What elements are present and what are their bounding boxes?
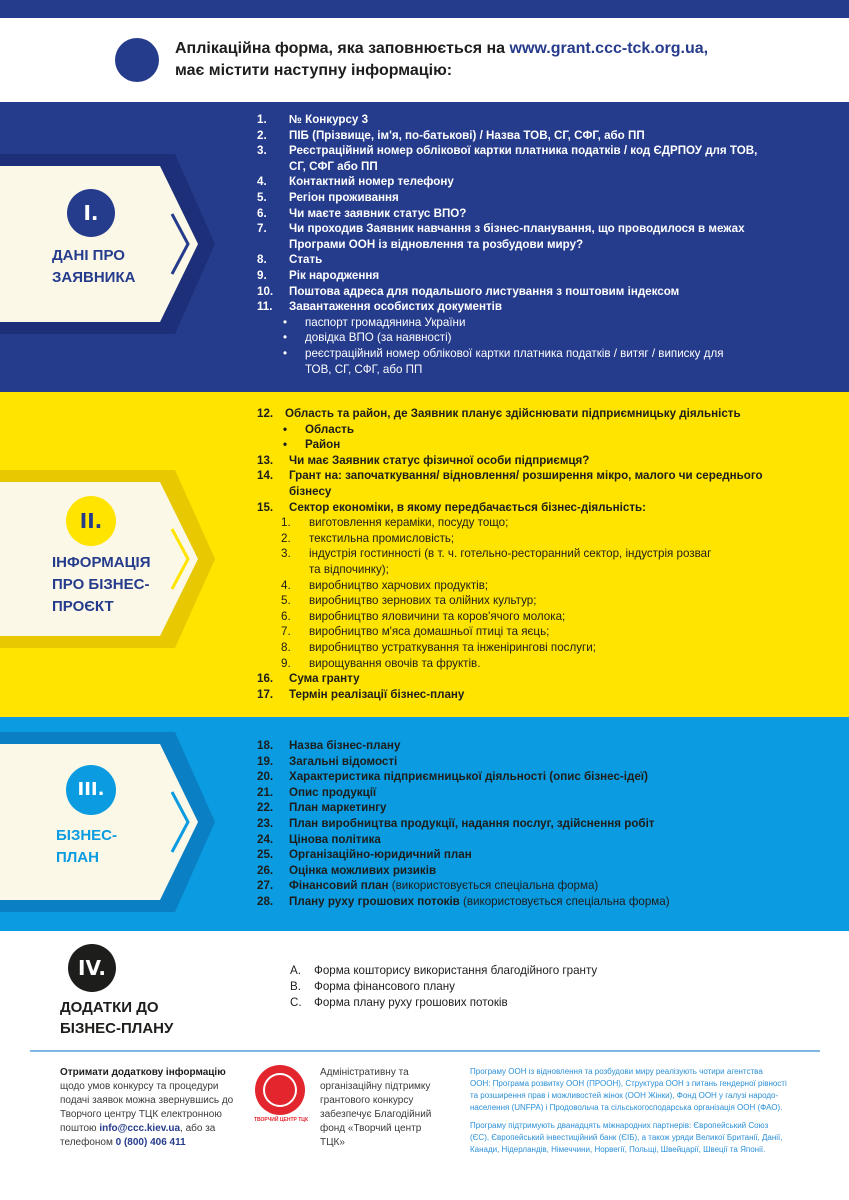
list-item <box>257 268 797 284</box>
roman-numeral-1: I. <box>67 189 115 237</box>
list-item <box>257 206 797 222</box>
list-item <box>257 800 802 816</box>
item-text: Стать <box>289 253 323 267</box>
footer-support-line: Адміністративну та <box>320 1067 409 1078</box>
item-text: Термін реалізації бізнес-плану <box>289 687 465 701</box>
item-text: Характеристика підприємницької діяльності (опис бізнес-ідеї) <box>289 770 648 784</box>
footer-contact-line: телефоном <box>60 1137 116 1148</box>
footer-support-line: ТЦК» <box>320 1137 345 1148</box>
footer-info-line: Програму ООН із відновлення та розбудови миру реалізують чотири агентства <box>470 1067 763 1076</box>
email-link[interactable]: info@ccc.kiev.ua <box>99 1123 181 1134</box>
item-number: 12. <box>257 407 274 420</box>
item-number: 18. <box>257 739 274 752</box>
list-item <box>257 832 802 848</box>
bullet-icon: • <box>283 422 288 436</box>
list-item <box>257 500 802 516</box>
sub-item-text: паспорт громадянина України <box>305 315 466 329</box>
phone-link[interactable]: 0 (800) 406 411 <box>115 1137 186 1148</box>
section-1-title-line2: ЗАЯВНИКА <box>52 269 136 286</box>
list-item <box>257 221 797 252</box>
footer-info-line: та розширення прав і можливостей жінок (ООН Жінки), Фонд ООН у галузі народо- <box>470 1091 779 1100</box>
item-number: 4. <box>257 175 267 189</box>
sector-text: виробництво устраткування та інженірингові послуги; <box>309 640 596 654</box>
sub-item <box>257 315 797 331</box>
item-number: 2. <box>257 128 267 142</box>
item-text: № Конкурсу 3 <box>289 113 369 126</box>
footer-support-line: фонд «Творчий центр <box>320 1123 422 1134</box>
item-text: Сектор економіки, в якому передбачається бізнес-діяльність: <box>289 500 647 514</box>
footer-support-line: організаційну підтримку <box>320 1081 431 1092</box>
intro-line2: має містити наступну інформацію: <box>175 62 453 79</box>
sector-text: текстильна промисловість; <box>309 531 455 545</box>
footer-contact-line: Творчого центру ТЦК електронною <box>60 1109 222 1120</box>
item-number: 10. <box>257 284 274 298</box>
item-number: 14. <box>257 469 274 483</box>
item-text: Загальні відомості <box>289 754 398 768</box>
section-4-title-line1: ДОДАТКИ ДО <box>60 999 159 1016</box>
item-number: 27. <box>257 879 274 893</box>
item-letter: B. <box>290 980 301 993</box>
item-number: 24. <box>257 832 274 846</box>
item-number: 21. <box>257 785 274 799</box>
item-number: 5. <box>257 190 267 204</box>
section-business-project <box>0 392 849 717</box>
list-item <box>257 468 802 499</box>
item-text: План виробництва продукції, надання послуг, здійснення робіт <box>289 816 655 830</box>
item-number: 26. <box>257 863 274 877</box>
footer-contact-line: , або за <box>180 1123 216 1134</box>
sub-item <box>257 437 802 453</box>
annex-list <box>290 963 597 1011</box>
roman-numeral-2: II. <box>66 496 116 546</box>
intro-header <box>0 18 849 102</box>
list-item <box>257 453 802 469</box>
item-note: (використовується спеціальна форма) <box>388 879 599 893</box>
footer-info-line: Програму підтримують дванадцять міжнародних партнерів: Європейський Союз <box>470 1121 769 1130</box>
item-number: 1. <box>257 113 267 126</box>
sector-number: 3. <box>281 547 291 561</box>
section-4-title-line2: БІЗНЕС-ПЛАНУ <box>60 1020 174 1037</box>
bullet-icon: • <box>283 438 288 452</box>
sector-text: вирощування овочів та фруктів. <box>309 656 481 670</box>
list-item <box>290 995 597 1011</box>
section-4-title <box>60 997 173 1039</box>
item-text: Опис продукції <box>289 785 377 799</box>
item-text: Сума гранту <box>289 672 360 686</box>
item-number: 6. <box>257 206 267 220</box>
section-1-title <box>52 245 135 289</box>
sector-item <box>257 624 802 640</box>
sub-item-text-cont: ТОВ, СГ, СФГ, або ПП <box>305 362 423 376</box>
sector-text-cont: та відпочинку); <box>309 562 389 576</box>
item-text: Рік народження <box>289 268 380 282</box>
list-item <box>257 816 802 832</box>
item-text: Чи має Заявник статус фізичної особи підприємця? <box>289 453 590 467</box>
item-number: 22. <box>257 801 274 815</box>
section-business-plan <box>0 717 849 931</box>
item-text: План маркетингу <box>289 801 387 815</box>
sector-item <box>257 531 802 547</box>
list-item <box>257 754 802 770</box>
section-3-title-line2: ПЛАН <box>56 849 99 866</box>
section-1-title-line1: ДАНІ ПРО <box>52 247 125 264</box>
sector-number: 1. <box>281 516 291 530</box>
item-text-cont: Програми ООН із відновлення та розбудови миру? <box>289 237 584 251</box>
list-item <box>257 128 797 144</box>
list-item <box>257 671 802 687</box>
item-number: 28. <box>257 894 274 908</box>
section-3-chevron <box>0 732 215 912</box>
item-text: Фінансовий план <box>289 879 389 893</box>
sub-item-text: довідка ВПО (за наявності) <box>305 331 452 345</box>
footer-support <box>320 1066 450 1150</box>
roman-numeral-3: III. <box>66 765 116 815</box>
item-number: 13. <box>257 453 274 467</box>
item-number: 20. <box>257 770 274 784</box>
item-text: ПІБ (Прізвище, ім'я, по-батькові) / Назва ТОВ, СГ, СФГ, або ПП <box>289 128 645 142</box>
sector-text: індустрія гостинності (в т. ч. готельно-ресторанний сектор, індустрія розваг <box>309 547 712 561</box>
item-text: Область та район, де Заявник планує здійснювати підприємницьку діяльність <box>285 407 741 420</box>
sector-number: 4. <box>281 578 291 592</box>
roman-numeral-4: IV. <box>68 944 116 992</box>
sector-text: виробництво яловичини та коров'ячого молока; <box>309 609 566 623</box>
sector-item <box>257 546 802 577</box>
section-1-chevron <box>0 154 215 334</box>
list-item <box>257 112 797 128</box>
sub-item-text: реєстраційний номер облікової картки платника податків / витяг / виписку для <box>305 346 724 360</box>
list-item <box>257 299 797 315</box>
section-3-title-line1: БІЗНЕС- <box>56 827 118 844</box>
tck-logo-icon <box>255 1065 305 1115</box>
section-2-title-line2: ПРО БІЗНЕС- <box>52 576 150 593</box>
sector-number: 5. <box>281 594 291 608</box>
list-item <box>257 769 802 785</box>
section-1-list <box>257 112 797 377</box>
footer-divider <box>30 1050 820 1052</box>
item-number: 23. <box>257 816 274 830</box>
item-number: 8. <box>257 253 267 267</box>
sub-item-text: Область <box>305 422 354 436</box>
website-link[interactable]: www.grant.ccc-tck.org.ua, <box>509 40 709 57</box>
sector-number: 6. <box>281 609 291 623</box>
list-item <box>257 252 797 268</box>
list-item <box>257 143 797 174</box>
list-item <box>257 687 802 703</box>
intro-line1: Аплікаційна форма, яка заповнюється на <box>175 40 510 57</box>
sub-item <box>257 422 802 438</box>
footer-contact-line: поштою <box>60 1123 100 1134</box>
footer-contact-line: Отримати додаткову інформацію <box>60 1067 226 1078</box>
item-number: 11. <box>257 300 273 314</box>
item-text: Назва бізнес-плану <box>289 739 401 752</box>
section-2-title <box>52 552 151 618</box>
sector-number: 9. <box>281 656 291 670</box>
sector-item <box>257 640 802 656</box>
item-number: 16. <box>257 672 274 686</box>
sector-number: 8. <box>281 640 291 654</box>
sector-text: виробництво харчових продуктів; <box>309 578 489 592</box>
item-number: 3. <box>257 144 267 158</box>
sector-number: 2. <box>281 531 291 545</box>
item-text: Грант на: започаткування/ відновлення/ розширення мікро, малого чи середнього <box>289 469 763 483</box>
footer-info-line: населення (UNFPA) і Продовольча та сільськогосподарська організація ООН (ФАО). <box>470 1103 783 1112</box>
item-text: Плану руху грошових потоків <box>289 894 460 908</box>
item-text: Завантаження особистих документів <box>289 300 503 314</box>
sector-item <box>257 593 802 609</box>
list-item <box>257 894 802 910</box>
footer-info-line: Канади, Нідерландів, Німеччини, Норвегії, Польщі, Швейцарії, Швеції та Японії. <box>470 1145 766 1154</box>
footer-support-line: грантового конкурсу <box>320 1095 414 1106</box>
item-text: Цінова політика <box>289 832 381 846</box>
item-text: Організаційно-юридичний план <box>289 848 472 862</box>
item-note: (використовується спеціальна форма) <box>459 894 670 908</box>
item-text: Контактний номер телефону <box>289 175 454 189</box>
item-text: Регіон проживання <box>289 190 399 204</box>
item-number: 19. <box>257 754 274 768</box>
footer-contact-line: щодо умов конкурсу та процедури <box>60 1081 219 1092</box>
section-applicant-data <box>0 102 849 392</box>
sector-item <box>257 578 802 594</box>
list-item <box>257 863 802 879</box>
item-text: Реєстраційний номер облікової картки платника податків / код ЄДРПОУ для ТОВ, <box>289 144 758 158</box>
bullet-icon: • <box>283 346 288 360</box>
logo-caption: ТВОРЧИЙ ЦЕНТР ТЦК <box>254 1117 308 1123</box>
footer-contact-line: подачі заявок можна звернувшись до <box>60 1095 234 1106</box>
bullet-icon: • <box>283 331 288 345</box>
top-bar <box>0 0 849 18</box>
intro-bullet-icon <box>115 38 159 82</box>
intro-text <box>175 38 795 82</box>
list-item <box>257 284 797 300</box>
footer-info-line: (ЄС), Європейський інвестиційний банк (ЄІБ), а також уряди Великої Британії, Данії, <box>470 1133 783 1142</box>
list-item <box>257 878 802 894</box>
section-2-title-line3: ПРОЄКТ <box>52 598 114 615</box>
list-item <box>290 979 597 995</box>
bullet-icon: • <box>283 315 288 329</box>
list-item <box>257 847 802 863</box>
item-text-cont: бізнесу <box>289 484 332 498</box>
item-text: Оцінка можливих ризиків <box>289 863 437 877</box>
list-item <box>257 406 802 422</box>
sub-item-text: Район <box>305 438 341 452</box>
sector-text: виготовлення кераміки, посуду тощо; <box>309 516 509 530</box>
sector-item <box>257 515 802 531</box>
sector-number: 7. <box>281 625 291 639</box>
sector-item <box>257 656 802 672</box>
item-text: Поштова адреса для подальшого листування з поштовим індексом <box>289 284 680 298</box>
item-number: 25. <box>257 848 274 862</box>
sector-text: виробництво м'яса домашньої птиці та яєць; <box>309 625 550 639</box>
footer-un-info <box>470 1066 830 1156</box>
footer-support-line: забезпечує Благодійний <box>320 1109 432 1120</box>
list-item <box>257 174 797 190</box>
sub-item <box>257 346 797 377</box>
list-item <box>290 963 597 979</box>
section-2-list <box>257 406 802 702</box>
footer-contact <box>60 1066 250 1150</box>
item-text: Форма фінансового плану <box>314 980 455 993</box>
item-letter: A. <box>290 964 301 977</box>
list-item <box>257 785 802 801</box>
sub-item <box>257 330 797 346</box>
item-number: 15. <box>257 500 274 514</box>
item-text: Чи маєте заявник статус ВПО? <box>289 206 467 220</box>
footer-info-line: ООН: Програма розвитку ООН (ПРООН), Структура ООН з питань гендерної рівності <box>470 1079 787 1088</box>
item-number: 7. <box>257 222 267 236</box>
item-text-cont: СГ, СФГ або ПП <box>289 159 378 173</box>
sector-text: виробництво зернових та олійних культур; <box>309 594 537 608</box>
section-3-title <box>56 825 117 869</box>
list-item <box>257 738 802 754</box>
section-2-title-line1: ІНФОРМАЦІЯ <box>52 554 151 571</box>
item-number: 9. <box>257 268 267 282</box>
item-text: Форма кошторису використання благодійного гранту <box>314 964 598 977</box>
item-text: Форма плану руху грошових потоків <box>314 996 508 1009</box>
sector-item <box>257 609 802 625</box>
item-text: Чи проходив Заявник навчання з бізнес-планування, що проводилося в межах <box>289 222 745 236</box>
item-letter: C. <box>290 996 302 1009</box>
item-number: 17. <box>257 687 274 701</box>
section-3-list <box>257 738 802 910</box>
list-item <box>257 190 797 206</box>
